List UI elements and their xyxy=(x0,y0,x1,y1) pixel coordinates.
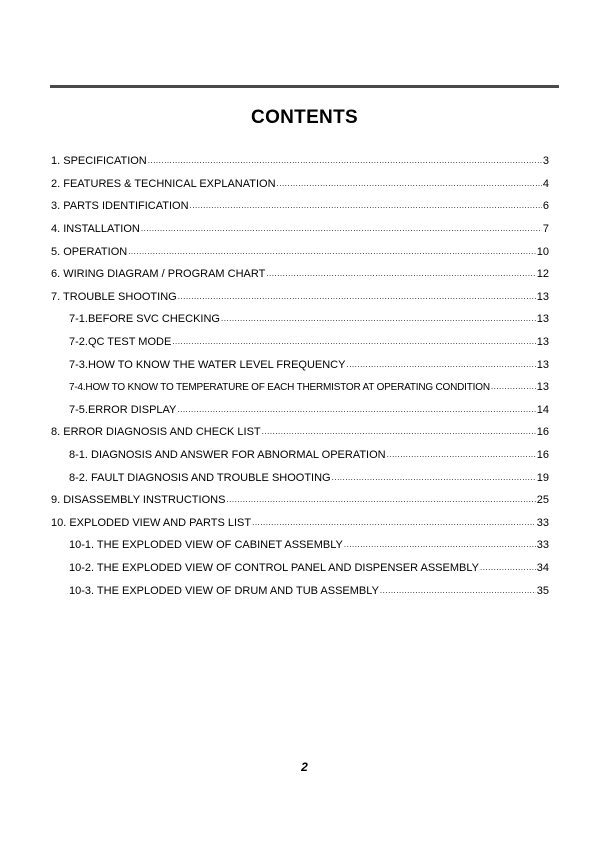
toc-entry-page: 33 xyxy=(536,516,549,529)
toc-entry-page: 7 xyxy=(542,223,549,236)
toc-entry-label: 7-3.HOW TO KNOW THE WATER LEVEL FREQUENCY xyxy=(69,358,346,371)
toc-dot-leader xyxy=(177,403,535,415)
toc-dot-leader xyxy=(172,335,535,347)
toc-entry-label: 8. ERROR DIAGNOSIS AND CHECK LIST xyxy=(51,426,261,439)
toc-entry-page: 13 xyxy=(536,381,549,394)
toc-entry[interactable] xyxy=(51,376,549,399)
toc-entry[interactable] xyxy=(51,308,549,331)
toc-entry-page: 13 xyxy=(536,290,549,303)
toc-entry-label: 7-2.QC TEST MODE xyxy=(69,336,172,349)
toc-entry-page: 6 xyxy=(542,200,549,213)
toc-dot-leader xyxy=(226,493,535,505)
toc-entry[interactable] xyxy=(51,579,549,602)
toc-dot-leader xyxy=(266,267,535,279)
toc-entry-label: 10-3. THE EXPLODED VIEW OF DRUM AND TUB ASSEMBLY xyxy=(69,584,379,597)
toc-entry[interactable] xyxy=(51,240,549,263)
toc-entry-page: 10 xyxy=(536,245,549,258)
toc-entry-page: 25 xyxy=(536,494,549,507)
table-of-contents xyxy=(51,150,549,602)
toc-entry[interactable] xyxy=(51,489,549,512)
toc-entry[interactable] xyxy=(51,444,549,467)
toc-entry-label: 8-1. DIAGNOSIS AND ANSWER FOR ABNORMAL OPERATION xyxy=(69,449,386,462)
toc-dot-leader xyxy=(128,245,536,257)
toc-entry-page: 35 xyxy=(536,584,549,597)
toc-entry-page: 3 xyxy=(542,155,549,168)
toc-entry-label: 10-2. THE EXPLODED VIEW OF CONTROL PANEL AND DISPENSER ASSEMBLY xyxy=(69,561,479,574)
toc-entry-label: 10. EXPLODED VIEW AND PARTS LIST xyxy=(51,516,252,529)
toc-entry-label: 2. FEATURES & TECHNICAL EXPLANATION xyxy=(51,177,276,190)
toc-entry-label: 10-1. THE EXPLODED VIEW OF CABINET ASSEMBLY xyxy=(69,539,343,552)
toc-entry-page: 14 xyxy=(536,403,549,416)
toc-entry[interactable] xyxy=(51,150,549,173)
toc-entry-page: 19 xyxy=(536,471,549,484)
top-rule xyxy=(50,85,559,88)
toc-dot-leader xyxy=(178,290,536,302)
toc-entry[interactable] xyxy=(51,534,549,557)
toc-entry-label: 9. DISASSEMBLY INSTRUCTIONS xyxy=(51,494,226,507)
toc-entry[interactable] xyxy=(51,331,549,354)
toc-entry-page: 34 xyxy=(536,561,549,574)
toc-entry-label: 4. INSTALLATION xyxy=(51,223,140,236)
toc-entry[interactable] xyxy=(51,263,549,286)
toc-dot-leader xyxy=(344,538,536,550)
toc-dot-leader xyxy=(277,177,542,189)
toc-entry-label: 7-4.HOW TO KNOW TO TEMPERATURE OF EACH THERMISTOR AT OPERATING CONDITION xyxy=(69,381,490,393)
toc-entry-label: 7-1.BEFORE SVC CHECKING xyxy=(69,313,220,326)
toc-entry-page: 13 xyxy=(536,313,549,326)
page-title: CONTENTS xyxy=(251,107,358,128)
toc-dot-leader xyxy=(141,222,542,234)
toc-dot-leader xyxy=(480,561,536,573)
toc-entry-label: 6. WIRING DIAGRAM / PROGRAM CHART xyxy=(51,268,266,281)
toc-entry-page: 13 xyxy=(536,336,549,349)
toc-dot-leader xyxy=(380,584,536,596)
toc-dot-leader xyxy=(346,358,535,370)
toc-entry-label: 8-2. FAULT DIAGNOSIS AND TROUBLE SHOOTING xyxy=(69,471,331,484)
toc-entry[interactable] xyxy=(51,353,549,376)
toc-entry-page: 4 xyxy=(542,177,549,190)
toc-dot-leader xyxy=(262,425,536,437)
toc-dot-leader xyxy=(190,199,542,211)
toc-entry[interactable] xyxy=(51,399,549,422)
toc-dot-leader xyxy=(332,471,536,483)
toc-entry[interactable] xyxy=(51,286,549,309)
toc-dot-leader xyxy=(221,312,536,324)
toc-entry-page: 16 xyxy=(536,426,549,439)
toc-entry-page: 16 xyxy=(536,449,549,462)
toc-entry-page: 13 xyxy=(536,358,549,371)
toc-entry[interactable] xyxy=(51,466,549,489)
toc-entry[interactable] xyxy=(51,173,549,196)
toc-entry-label: 3. PARTS IDENTIFICATION xyxy=(51,200,189,213)
page-number: 2 xyxy=(301,760,308,774)
toc-entry-label: 7-5.ERROR DISPLAY xyxy=(69,403,177,416)
toc-entry[interactable] xyxy=(51,512,549,535)
toc-entry-label: 7. TROUBLE SHOOTING xyxy=(51,290,177,303)
toc-entry-label: 5. OPERATION xyxy=(51,245,128,258)
toc-entry-page: 12 xyxy=(536,268,549,281)
toc-dot-leader xyxy=(252,516,536,528)
toc-dot-leader xyxy=(148,154,542,166)
toc-entry[interactable] xyxy=(51,421,549,444)
toc-dot-leader xyxy=(491,380,536,392)
toc-dot-leader xyxy=(387,448,536,460)
toc-entry[interactable] xyxy=(51,195,549,218)
toc-entry-label: 1. SPECIFICATION xyxy=(51,155,147,168)
toc-entry[interactable] xyxy=(51,557,549,580)
toc-entry-page: 33 xyxy=(536,539,549,552)
toc-entry[interactable] xyxy=(51,218,549,241)
